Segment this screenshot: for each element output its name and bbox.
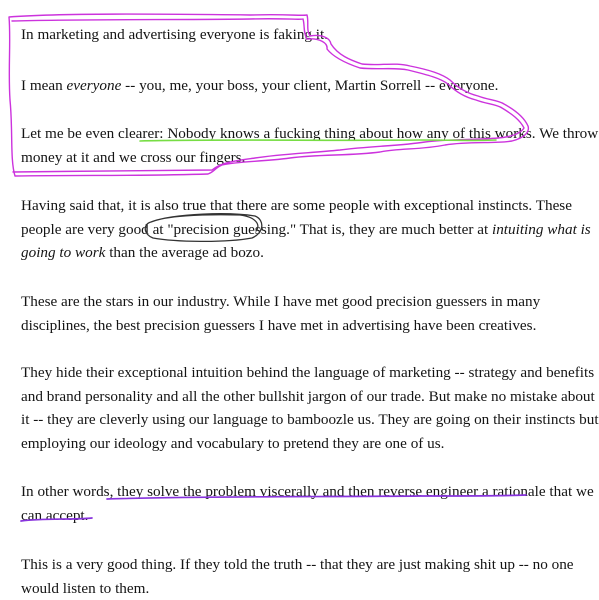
paragraph-4-line-3-emphasis: going to work <box>21 244 106 261</box>
paragraph-7-underlined: they solve the problem viscerally and then reverse engineer a rationale that we <box>117 483 594 500</box>
paragraph-7-lead: In other words, <box>21 483 118 500</box>
paragraph-1 <box>21 23 328 47</box>
paragraph-6-line-4: employing our ideology and vocabulary to pretend they are one of us. <box>21 434 445 452</box>
paragraph-5 <box>21 290 540 337</box>
paragraph-8 <box>21 553 574 600</box>
circled-phrase: "precision guessing." <box>167 220 297 238</box>
paragraph-4-line-1: Having said that, it is also true that there are some people with exceptional instincts. These <box>21 197 572 214</box>
paragraph-5-line-1: These are the stars in our industry. While I have met good precision guessers in many <box>21 293 541 310</box>
paragraph-4-line-3-after: than the average ad bozo. <box>105 244 264 261</box>
paragraph-7 <box>21 480 594 527</box>
paragraph-4-line-2-emphasis: intuiting what is <box>491 220 591 238</box>
paragraph-3-highlighted: Nobody knows a fucking thing about how any of this works. We throw <box>167 125 599 142</box>
paragraph-2-emphasis: everyone <box>66 77 122 94</box>
paragraph-6-line-3: it -- they are cleverly using our language to bamboozle us. They are going on their instincts but <box>21 411 599 428</box>
paragraph-4-line-2-before: people are very good at <box>21 220 168 238</box>
paragraph-6-line-2: and brand personality and all the other bullshit jargon of our trade. But make no mistake about <box>21 387 595 405</box>
paragraph-3 <box>21 122 598 169</box>
paragraph-6 <box>21 361 599 455</box>
paragraph-2-before: I mean <box>21 77 67 94</box>
paragraph-3-line-2: money at it and we cross our fingers. <box>21 148 246 166</box>
paragraph-3-lead: Let me be even clearer: <box>21 125 168 142</box>
paragraph-8-line-2: would listen to them. <box>21 579 150 597</box>
paragraph-5-line-2: disciplines, the best precision guessers I have met in advertising have been creatives. <box>21 316 537 334</box>
paragraph-2-after: -- you, me, your boss, your client, Martin Sorrell -- everyone. <box>121 77 499 94</box>
paragraph-2 <box>21 74 498 98</box>
paragraph-6-line-1: They hide their exceptional intuition behind the language of marketing -- strategy and benefits <box>21 364 595 381</box>
paragraph-4-line-2-mid: That is, they are much better at <box>296 220 492 238</box>
paragraph-8-line-1: This is a very good thing. If they told the truth -- that they are just making shit up -- no one <box>21 556 574 573</box>
paragraph-1-text: In marketing and advertising everyone is faking it. <box>21 26 329 43</box>
paragraph-4 <box>21 194 591 265</box>
paragraph-7-line-2: can accept. <box>21 506 89 524</box>
